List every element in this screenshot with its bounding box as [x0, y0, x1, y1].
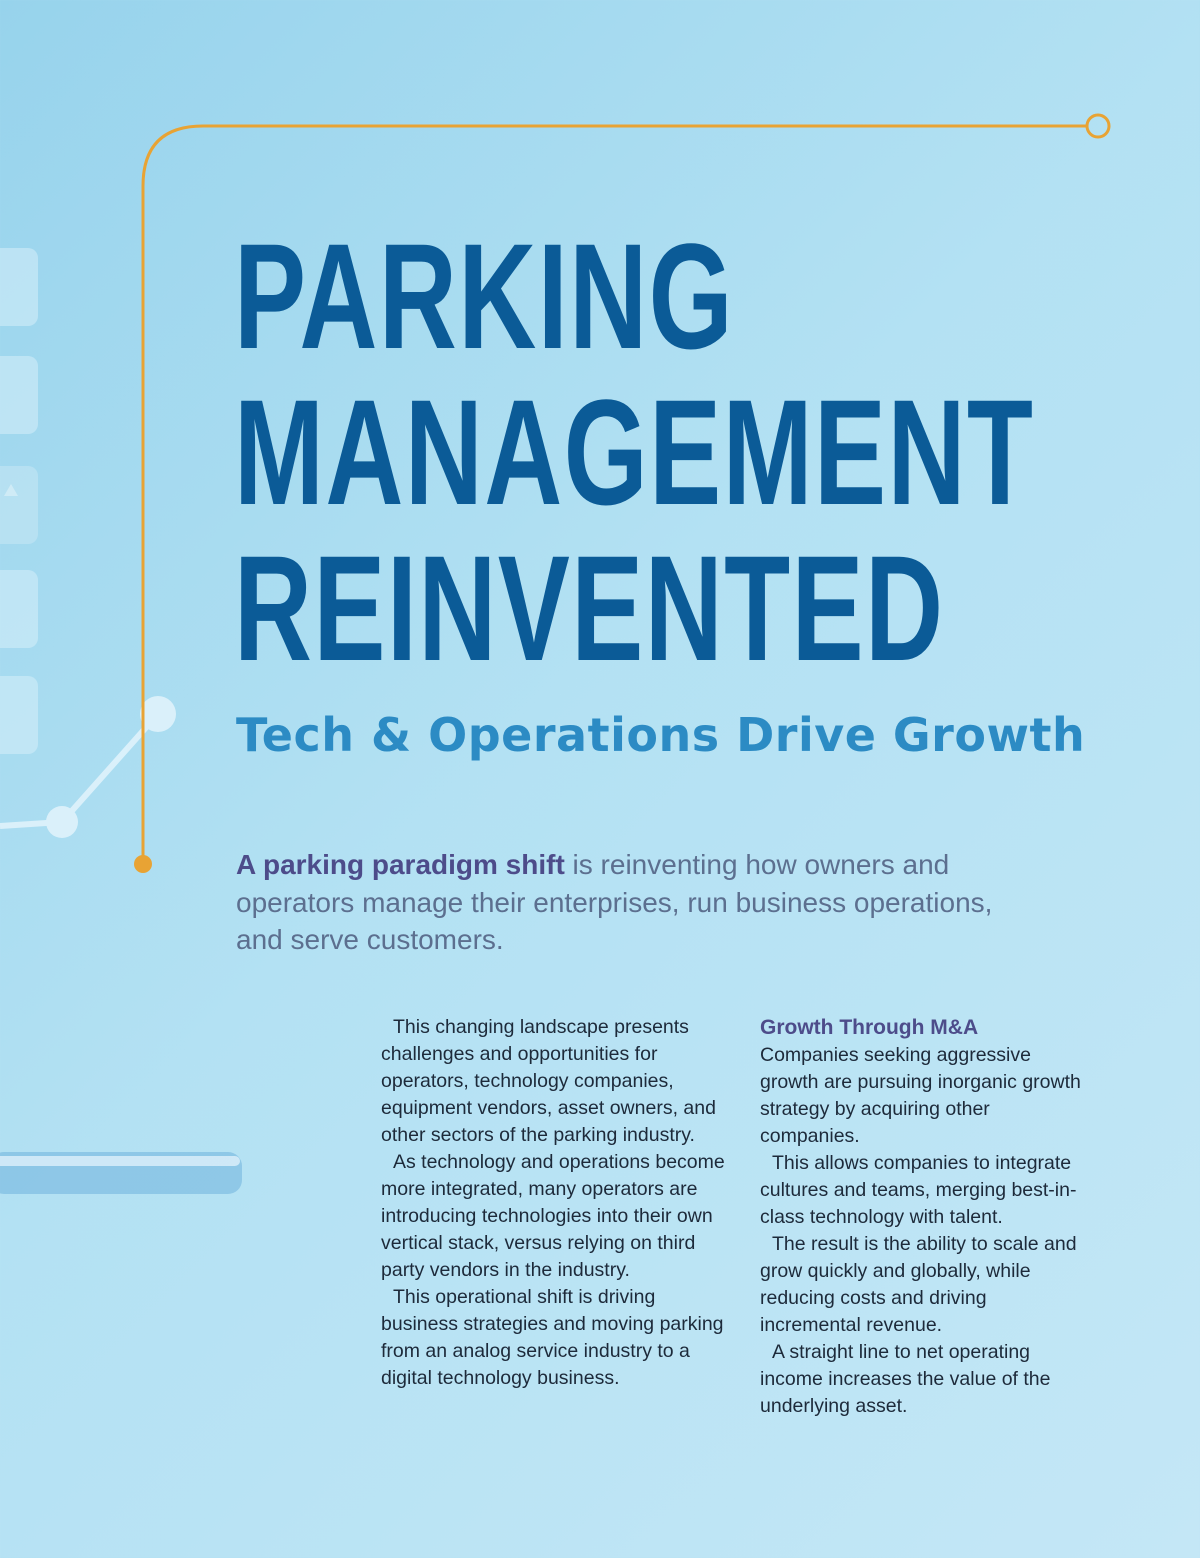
- section-heading: Growth Through M&A: [760, 1016, 979, 1039]
- page-title: [234, 212, 1200, 692]
- body-paragraph: This allows companies to integrate cultures and teams, merging best-in-class technology with talent.: [760, 1152, 1077, 1228]
- title-line-1: PARKING: [234, 212, 735, 380]
- body-paragraph: A straight line to net operating income increases the value of the underlying asset.: [760, 1341, 1051, 1417]
- body-paragraph: This changing landscape presents challenges and opportunities for operators, technology companies, equipment vendors, asset owners, and other sectors of the parking industry.: [381, 1016, 716, 1146]
- title-line-3: REINVENTED: [234, 524, 945, 692]
- blurred-tablet-graphic: [0, 248, 38, 754]
- body-paragraph: The result is the ability to scale and grow quickly and globally, while reducing costs and driving incremental revenue.: [760, 1233, 1077, 1336]
- lead-paragraph: [236, 846, 1016, 959]
- connector-end-ring: [1087, 115, 1109, 137]
- body-column-left: [381, 1014, 733, 1392]
- body-paragraph: As technology and operations become more integrated, many operators are introducing technologies into their own vertical stack, versus relying on third party vendors in the industry.: [381, 1151, 725, 1281]
- title-line-2: MANAGEMENT: [234, 368, 1035, 536]
- page-subtitle: Tech & Operations Drive Growth: [236, 708, 1086, 762]
- lead-text: is reinventing how owners and operators manage their enterprises, run business operations, and serve customers.: [236, 849, 993, 955]
- connector-start-dot: [134, 855, 152, 873]
- body-paragraph: Companies seeking aggressive growth are pursuing inorganic growth strategy by acquiring other companies.: [760, 1044, 1081, 1147]
- body-column-right: [760, 1014, 1090, 1420]
- lead-emphasis: A parking paradigm shift: [236, 849, 565, 880]
- body-paragraph: This operational shift is driving business strategies and moving parking from an analog service industry to a digital technology business.: [381, 1286, 724, 1389]
